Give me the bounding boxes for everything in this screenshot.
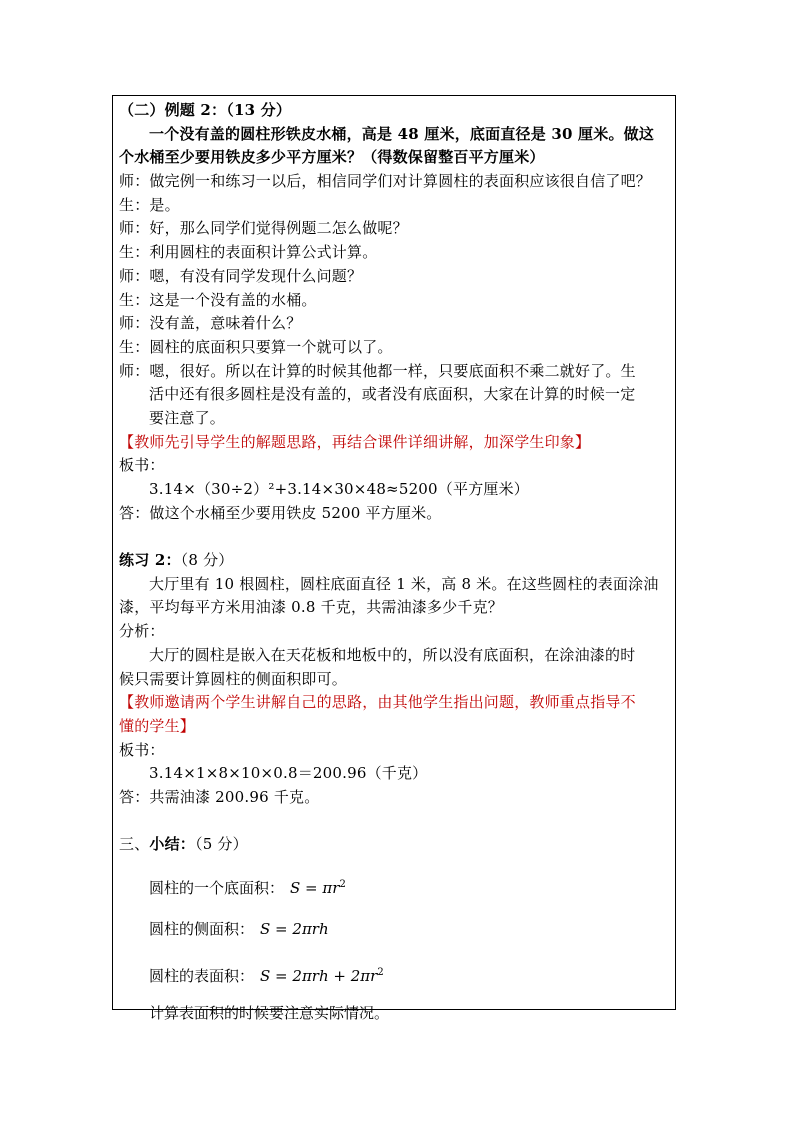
exercise2-answer: 答：共需油漆 200.96 千克。 <box>119 787 320 806</box>
surface-area-line <box>119 956 669 1000</box>
dialogue-line: 要注意了。 <box>149 408 226 427</box>
dialogue-line: 师：做完例一和练习一以后，相信同学们对计算圆柱的表面积应该很自信了吧？ <box>119 172 652 191</box>
exercise2-board-formula: 3.14×1×8×10×0.8＝200.96（千克） <box>149 764 428 783</box>
base-area-line <box>119 868 669 912</box>
exercise2-teacher-note-line1: 【教师邀请两个学生讲解自己的思路，由其他学生指出问题，教师重点指导不 <box>119 693 636 712</box>
exercise2-board-label: 板书： <box>119 740 165 759</box>
example2-problem-line2: 个水桶至少要用铁皮多少平方厘米？（得数保留整百平方厘米） <box>119 148 545 167</box>
exercise2-heading-line <box>119 549 669 573</box>
dialogue-line: 生：圆柱的底面积只要算一个就可以了。 <box>119 337 393 356</box>
summary-score: （5 分） <box>195 835 248 854</box>
dialogue-line: 生：是。 <box>119 195 180 214</box>
lateral-label: 圆柱的侧面积： <box>149 920 255 938</box>
summary-heading-prefix: 三、 <box>119 835 150 854</box>
summary-heading-line <box>119 833 669 857</box>
exercise2-problem-line1: 大厅里有 10 根圆柱，圆柱底面直径 1 米，高 8 米。在这些圆柱的表面涂油 <box>149 574 659 593</box>
exercise2-problem-line2: 漆，平均每平方米用油漆 0.8 千克，共需油漆多少千克？ <box>119 598 503 617</box>
spacer <box>119 857 669 868</box>
base-area-formula <box>290 879 346 897</box>
dialogue-line: 师：没有盖，意味着什么？ <box>119 314 302 333</box>
dialogue-line: 生：利用圆柱的表面积计算公式计算。 <box>119 243 378 262</box>
example2-teacher-note: 【教师先引导学生的解题思路，再结合课件详细讲解，加深学生印象】 <box>119 432 591 451</box>
exercise2-analysis-label: 分析： <box>119 622 165 641</box>
surface-label: 圆柱的表面积： <box>149 967 255 985</box>
dialogue-line: 师：嗯，有没有同学发现什么问题？ <box>119 266 363 285</box>
lesson-plan-frame <box>112 95 676 1022</box>
exercise2-heading: 练习 2： <box>119 551 181 570</box>
example2-answer: 答：做这个水桶至少要用铁皮 5200 平方厘米。 <box>119 503 442 522</box>
exercise2-analysis-line1: 大厅的圆柱是嵌入在天花板和地板中的，所以没有底面积，在涂油漆的时 <box>149 645 636 664</box>
dialogue-line: 生：这是一个没有盖的水桶。 <box>119 290 317 309</box>
lateral-area-line <box>119 912 669 956</box>
spacer <box>119 525 669 549</box>
exercise2-analysis-line2: 候只需要计算圆柱的侧面积即可。 <box>119 669 348 688</box>
example2-problem-line1: 一个没有盖的圆柱形铁皮水桶，高是 48 厘米，底面直径是 30 厘米。做这 <box>149 124 655 143</box>
dialogue-line: 活中还有很多圆柱是没有盖的，或者没有底面积，大家在计算的时候一定 <box>149 385 636 404</box>
superscript: 2 <box>377 967 384 978</box>
example2-board-label: 板书： <box>119 456 165 475</box>
summary-heading: 小结： <box>149 835 196 854</box>
superscript: 2 <box>339 879 346 890</box>
exercise2-teacher-note-line2: 懂的学生】 <box>119 716 196 735</box>
lesson-content <box>119 99 669 1026</box>
base-area-formula-text: S = πr <box>290 879 340 897</box>
dialogue-line: 师：好，那么同学们觉得例题二怎么做呢？ <box>119 219 408 238</box>
spacer <box>119 810 669 834</box>
base-area-label: 圆柱的一个底面积： <box>149 879 285 897</box>
example2-board-formula: 3.14×（30÷2）²+3.14×30×48≈5200（平方厘米） <box>149 480 529 498</box>
surface-formula-text: S = 2πrh + 2πr <box>260 967 378 985</box>
dialogue-line: 师：嗯，很好。所以在计算的时候其他都一样，只要底面积不乘二就好了。生 <box>119 361 636 380</box>
summary-note: 计算表面积的时候要注意实际情况。 <box>149 1004 390 1022</box>
lateral-formula: S = 2πrh <box>260 920 329 938</box>
exercise2-score: （8 分） <box>180 551 234 570</box>
example2-heading: （二）例题 2：（13 分） <box>119 101 292 119</box>
surface-formula <box>260 967 384 985</box>
